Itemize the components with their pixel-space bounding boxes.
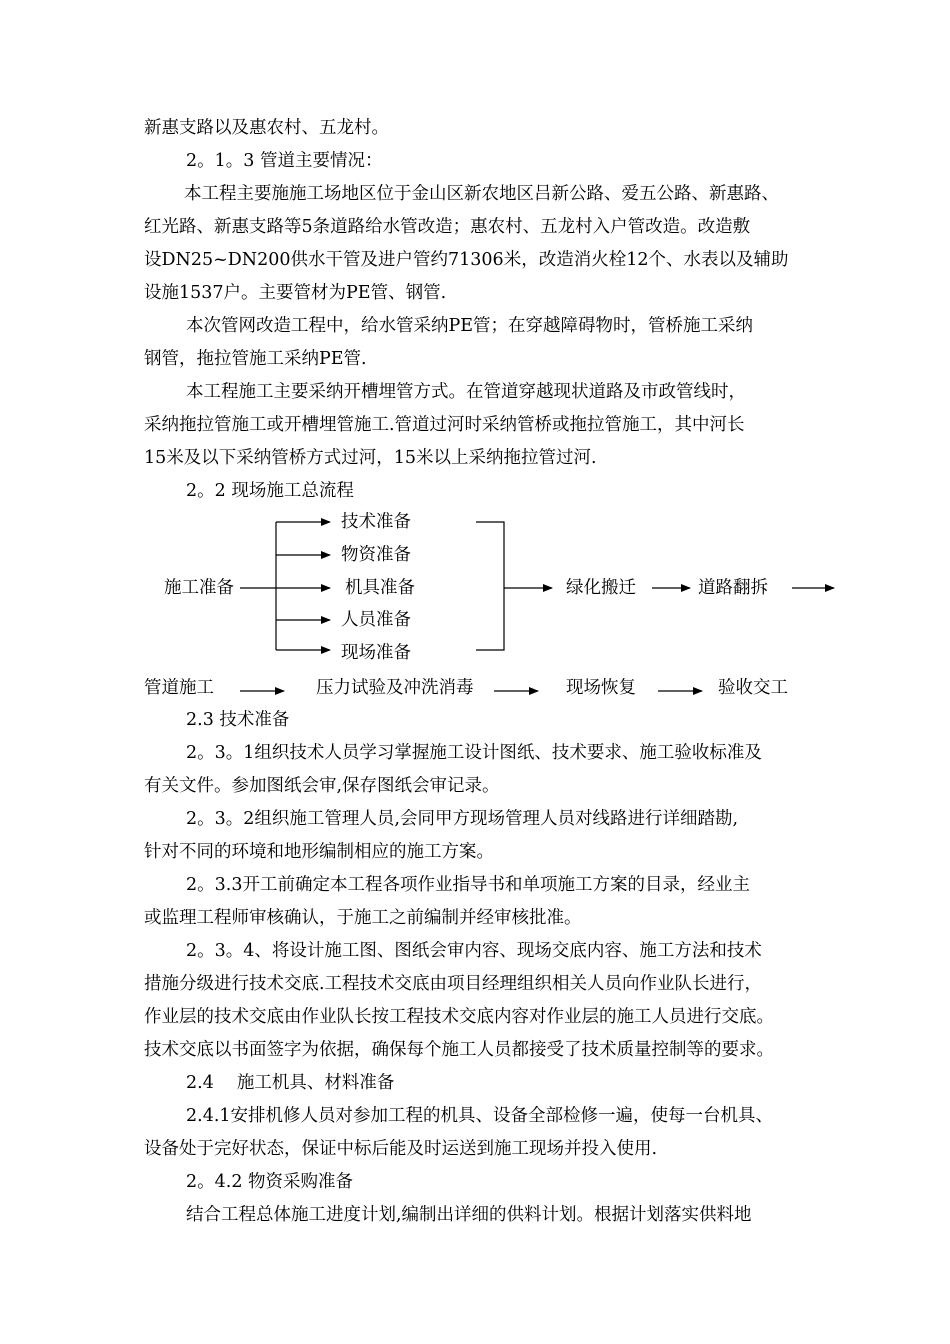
section-heading: 2.3 技术准备	[186, 710, 290, 730]
paragraph-line: 本工程主要施施工场地区位于金山区新农地区吕新公路、爱五公路、新惠路、	[184, 184, 779, 204]
flow-node-acceptance: 验收交工	[718, 678, 788, 698]
paragraph-line: 结合工程总体施工进度计划,编制出详细的供料计划。根据计划落实供料地	[186, 1205, 752, 1225]
paragraph-line: 2.4.1安排机修人员对参加工程的机具、设备全部检修一遍，使每一台机具、	[186, 1106, 774, 1126]
paragraph-line: 设备处于完好状态，保证中标后能及时运送到施工现场并投入使用.	[144, 1139, 658, 1159]
paragraph-line: 2。3.3开工前确定本工程各项作业指导书和单项施工方案的目录，经业主	[186, 875, 750, 895]
section-heading: 2。1。3 管道主要情况：	[186, 151, 383, 171]
flow-node-branch: 人员准备	[341, 610, 411, 630]
flow-node-branch: 机具准备	[345, 578, 415, 598]
paragraph-line: 2。3。4、将设计施工图、图纸会审内容、现场交底内容、施工方法和技术	[186, 941, 762, 961]
paragraph-line: 作业层的技术交底由作业队长按工程技术交底内容对作业层的施工人员进行交底。	[144, 1007, 774, 1027]
paragraph-line: 或监理工程师审核确认，于施工之前编制并经审核批准。	[144, 908, 582, 928]
paragraph-line: 2。3。1组织技术人员学习掌握施工设计图纸、技术要求、施工验收标准及	[186, 743, 762, 763]
paragraph-line: 技术交底以书面签字为依据，确保每个施工人员都接受了技术质量控制等的要求。	[144, 1040, 774, 1060]
flow-node-pipe-construction: 管道施工	[144, 678, 214, 698]
flow-node-start: 施工准备	[164, 578, 234, 598]
paragraph-line: 红光路、新惠支路等5条道路给水管改造；惠农村、五龙村入户管改造。改造敷	[144, 217, 751, 237]
paragraph-line: 15米及以下采纳管桥方式过河，15米以上采纳拖拉管过河.	[144, 448, 597, 468]
paragraph-line: 钢管，拖拉管施工采纳PE管.	[144, 349, 367, 369]
paragraph-line: 采纳拖拉管施工或开槽埋管施工.管道过河时采纳管桥或拖拉管施工，其中河长	[144, 415, 745, 435]
section-heading: 2.4 施工机具、材料准备	[186, 1073, 395, 1093]
flow-node-site-restoration: 现场恢复	[566, 678, 636, 698]
flow-node-pressure-test: 压力试验及冲洗消毒	[316, 678, 474, 698]
section-heading: 2。4.2 物资采购准备	[186, 1172, 354, 1192]
paragraph-line: 设施1537户。主要管材为PE管、钢管.	[144, 283, 447, 303]
paragraph-line: 设DN25~DN200供水干管及进户管约71306米，改造消火栓12个、水表以及辅助	[144, 250, 789, 270]
flow-node-branch: 技术准备	[341, 512, 411, 532]
section-heading: 2。2 现场施工总流程	[186, 481, 354, 501]
paragraph-line: 新惠支路以及惠农村、五龙村。	[144, 118, 389, 138]
paragraph-line: 2。3。2组织施工管理人员,会同甲方现场管理人员对线路进行详细踏勘,	[186, 809, 739, 829]
paragraph-line: 有关文件。参加图纸会审,保存图纸会审记录。	[144, 776, 500, 796]
paragraph-line: 措施分级进行技术交底.工程技术交底由项目经理组织相关人员向作业队长进行，	[144, 974, 763, 994]
paragraph-line: 本工程施工主要采纳开槽埋管方式。在管道穿越现状道路及市政管线时，	[186, 382, 746, 402]
paragraph-line: 本次管网改造工程中，给水管采纳PE管；在穿越障碍物时，管桥施工采纳	[186, 316, 754, 336]
flow-node-branch: 现场准备	[341, 643, 411, 663]
paragraph-line: 针对不同的环境和地形编制相应的施工方案。	[144, 842, 494, 862]
flow-node-road-removal: 道路翻拆	[698, 578, 768, 598]
merge-bracket	[476, 522, 504, 650]
flow-node-green-relocation: 绿化搬迁	[566, 578, 636, 598]
flow-node-branch: 物资准备	[341, 545, 411, 565]
